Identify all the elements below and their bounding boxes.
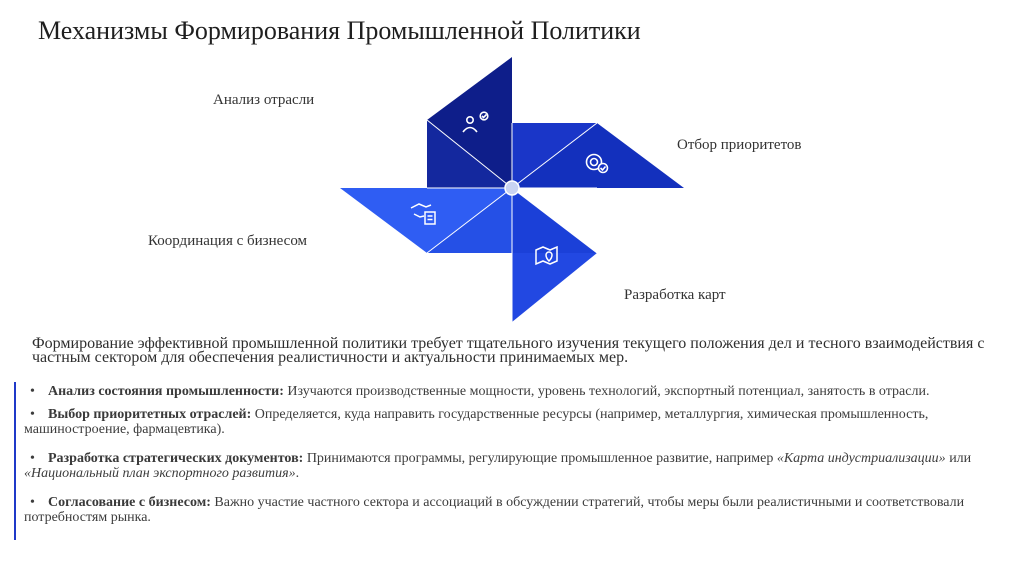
bullet-marker: • — [30, 407, 35, 422]
label-analysis: Анализ отрасли — [213, 92, 315, 108]
bullet-marker: • — [30, 451, 35, 466]
bullet-heading: Согласование с бизнесом: — [48, 495, 211, 510]
label-coordination: Координация с бизнесом — [148, 233, 308, 249]
bullet-text: Определяется, куда направить государственные ресурсы (например, металлургия, химическая промышленность, машиностроение, фармацевтика). — [24, 407, 929, 437]
bullet-marker: • — [30, 384, 35, 399]
page-title: Механизмы Формирования Промышленной Политики — [38, 16, 641, 45]
bullet-text-mid: или — [945, 451, 972, 466]
bullet-text: Принимаются программы, регулирующие промышленное развитие, например — [303, 451, 777, 466]
bullet-list — [24, 384, 1004, 533]
intro-paragraph: Формирование эффективной промышленной политики требует тщательного изучения текущего положения дел и тесного взаимодействия с частным сектором для обеспечения реалистичности и актуальности принимаемых мер. — [32, 335, 985, 366]
bullet-text: Важно участие частного сектора и ассоциаций в обсуждении стратегий, чтобы меры были реалистичными и соответствовали потребностям рынка. — [24, 495, 965, 525]
blade-maps — [512, 188, 597, 322]
bullet-heading: Анализ состояния промышленности: — [48, 384, 284, 399]
bullet-text-end: . — [295, 466, 300, 481]
bullet-heading: Выбор приоритетных отраслей: — [48, 407, 252, 422]
center-hub — [505, 181, 519, 195]
label-maps: Разработка карт — [624, 287, 726, 303]
bullet-text: Изучаются производственные мощности, уровень технологий, экспортный потенциал, занятость в отрасли. — [283, 384, 930, 399]
bullet-item — [24, 384, 1004, 399]
blade-maps-outer — [512, 253, 597, 322]
bullet-item — [24, 407, 1004, 437]
bullet-heading: Разработка стратегических документов: — [48, 451, 304, 466]
label-priorities: Отбор приоритетов — [677, 137, 802, 153]
blade-coordination — [340, 188, 512, 253]
accent-bar — [14, 382, 16, 540]
bullet-item — [24, 451, 1004, 481]
bullet-italic-karta: «Карта индустриализации» — [776, 451, 946, 466]
bullet-item — [24, 495, 1004, 525]
bullet-marker: • — [30, 495, 35, 510]
bullet-italic-plan: «Национальный план экспортного развития» — [24, 466, 296, 481]
